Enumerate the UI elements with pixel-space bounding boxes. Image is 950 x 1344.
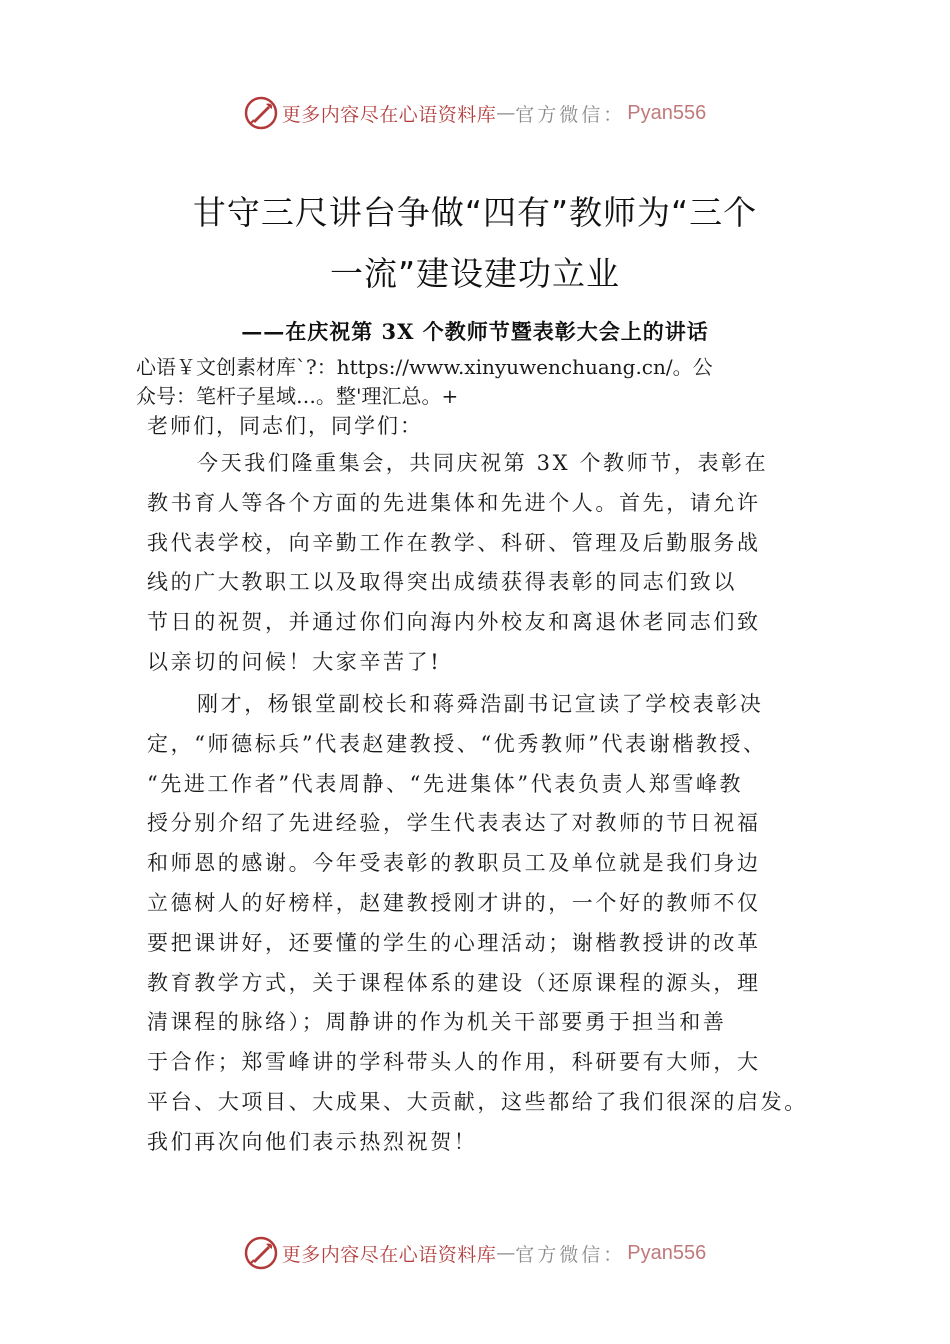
speech-paragraph-2 bbox=[147, 685, 837, 1163]
paragraph-line: 以亲切的问候！大家辛苦了! bbox=[147, 649, 442, 674]
paragraph-line: 要把课讲好，还要懂的学生的心理活动；谢楷教授讲的改革 bbox=[147, 930, 761, 955]
paragraph-line: 于合作；郑雪峰讲的学科带头人的作用，科研要有大师，大 bbox=[147, 1050, 761, 1075]
paragraph-line: 线的广大教职工以及取得突出成绩获得表彰的同志们致以 bbox=[147, 570, 737, 595]
paragraph-line: 刚才，杨银堂副校长和蒋舜浩副书记宣读了学校表彰决 bbox=[197, 692, 764, 716]
source-note-line-1: 心语￥文创素材库`?：https://www.xinyuwenchuang.cn/。公 bbox=[136, 355, 713, 379]
paragraph-line: 平台、大项目、大成果、大贡献，这些都给了我们很深的启发。 bbox=[147, 1089, 808, 1114]
quill-logo-icon bbox=[244, 96, 278, 130]
paragraph-line: 和师恩的感谢。今年受表彰的教职员工及单位就是我们身边 bbox=[147, 851, 761, 876]
banner-wechat-id: Pyan556 bbox=[627, 1241, 707, 1264]
paragraph-line: 我代表学校，向辛勤工作在教学、科研、管理及后勤服务战 bbox=[147, 530, 761, 555]
banner-official-label: 官方微信： bbox=[515, 1243, 626, 1266]
paragraph-line: 立德树人的好榜样，赵建教授刚才讲的，一个好的教师不仅 bbox=[147, 890, 761, 915]
paragraph-line: 定，“师德标兵”代表赵建教授、“优秀教师”代表谢楷教授、 bbox=[147, 731, 767, 756]
paragraph-line: 节日的祝贺，并通过你们向海内外校友和离退休老同志们致 bbox=[147, 610, 761, 635]
document-subtitle: ——在庆祝第 3X 个教师节暨表彰大会上的讲话 bbox=[241, 319, 709, 344]
banner-official-label: 官方微信： bbox=[515, 103, 626, 126]
paragraph-line: 我们再次向他们表示热烈祝贺！ bbox=[147, 1129, 478, 1154]
document-title-line-2: 一流”建设建功立业 bbox=[329, 254, 621, 293]
speech-paragraph-1 bbox=[147, 444, 837, 683]
paragraph-line: 授分别介绍了先进经验，学生代表表达了对教师的节日祝福 bbox=[147, 811, 761, 836]
banner-wechat-id: Pyan556 bbox=[627, 101, 707, 124]
banner-separator: — bbox=[496, 102, 516, 124]
speech-salutation: 老师们，同志们，同学们： bbox=[147, 414, 423, 438]
paragraph-line: “先进工作者”代表周静、“先进集体”代表负责人郑雪峰教 bbox=[147, 771, 744, 796]
source-note-line-2: 众号：笔杆子星域…。整'理汇总。+ bbox=[136, 384, 459, 408]
paragraph-line: 教育教学方式，关于课程体系的建设（还原课程的源头，理 bbox=[147, 970, 761, 995]
banner-main-text: 更多内容尽在心语资料库 bbox=[281, 1243, 497, 1266]
paragraph-line: 教书育人等各个方面的先进集体和先进个人。首先，请允许 bbox=[147, 490, 761, 515]
banner-separator: — bbox=[496, 1242, 516, 1264]
footer-watermark-banner bbox=[0, 1233, 950, 1273]
banner-main-text: 更多内容尽在心语资料库 bbox=[281, 103, 497, 126]
paragraph-line: 清课程的脉络）；周静讲的作为机关干部要勇于担当和善 bbox=[147, 1010, 727, 1035]
quill-logo-icon bbox=[244, 1236, 278, 1270]
document-title-line-1: 甘守三尺讲台争做“四有”教师为“三个 bbox=[192, 193, 758, 232]
header-watermark-banner bbox=[0, 93, 950, 133]
paragraph-line: 今天我们隆重集会，共同庆祝第 3X 个教师节，表彰在 bbox=[197, 451, 769, 475]
